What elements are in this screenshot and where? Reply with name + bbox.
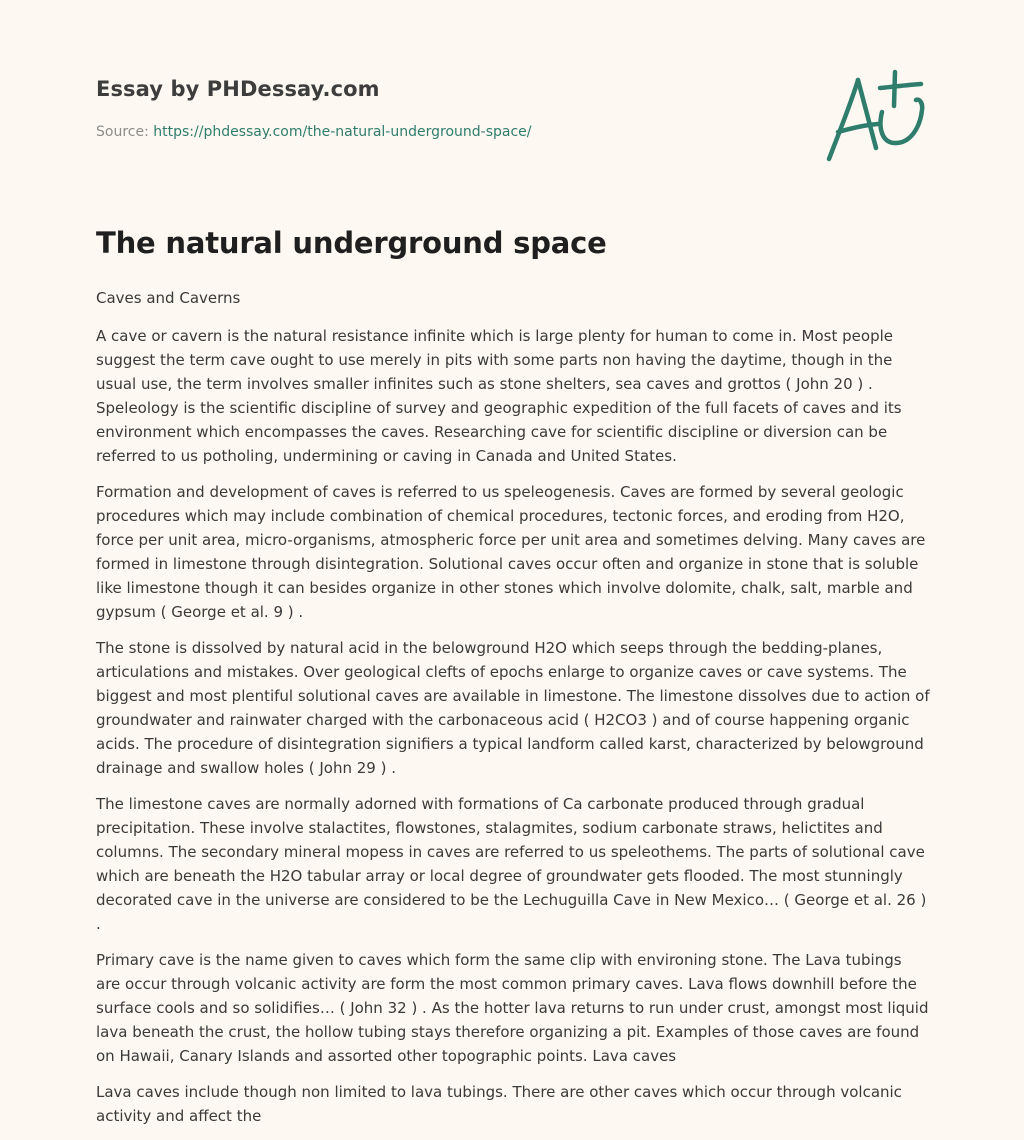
essay-paragraph: A cave or cavern is the natural resistance infinite which is large plenty for human to come in. Most people suggest the term cave ought to use merely in pits with some parts non having the daytime, though in the usual use, the term involves smaller infinites such as stone shelters, sea caves and grottos ( John 20 ) . Speleology is the scientific discipline of survey and geographic expedition of the full facets of caves and its environment which encompasses the caves. Researching cave for scientific discipline or diversion can be referred to us potholing, undermining or caving in Canada and United States.: [96, 327, 902, 465]
essay-paragraph: The limestone caves are normally adorned with formations of Ca carbonate produced through gradual precipitation. These involve stalactites, flowstones, stalagmites, sodium carbonate straws, helictites and columns. The secondary mineral mopess in caves are referred to us speleothems. The parts of solutional cave which are beneath the H2O tabular array or local degree of groundwater gets flooded. The most stunningly decorated cave in the universe are considered to be the Lechuguilla Cave in New Mexico… ( George et al. 26 ) .: [96, 795, 927, 933]
source-label: Source:: [96, 124, 154, 140]
essay-title: The natural underground space: [96, 226, 607, 260]
essay-paragraph: Lava caves include though non limited to lava tubings. There are other caves which occur through volcanic activity and affect the: [96, 1083, 902, 1125]
source-line: [96, 124, 531, 140]
essay-paragraph: Primary cave is the name given to caves which form the same clip with environing stone. The Lava tubings are occur through volcanic activity are form the most common primary caves. Lava flows downhill before the surface cools and so solidifies… ( John 32 ) . As the hotter lava returns to run under crust, amongst most liquid lava beneath the crust, the hollow tubing stays therefore organizing a pit. Examples of those caves are found on Hawaii, Canary Islands and assorted other topographic points. Lava caves: [96, 951, 929, 1065]
essay-paragraph: Formation and development of caves is referred to us speleogenesis. Caves are formed by several geologic procedures which may include combination of chemical procedures, tectonic forces, and eroding from H2O, force per unit area, micro-organisms, atmospheric force per unit area and sometimes delving. Many caves are formed in limestone through disintegration. Solutional caves occur often and organize in stone that is soluble like limestone though it can besides organize in other stones which involve dolomite, chalk, salt, marble and gypsum ( George et al. 9 ) .: [96, 483, 926, 621]
essay-subheading: Caves and Caverns: [96, 289, 241, 307]
site-brand: Essay by PHDessay.com: [96, 77, 380, 101]
a-plus-logo-icon: [822, 68, 928, 164]
source-link[interactable]: https://phdessay.com/the-natural-underground-space/: [153, 124, 532, 140]
essay-paragraph: The stone is dissolved by natural acid in the belowground H2O which seeps through the bedding-planes, articulations and mistakes. Over geological clefts of epochs enlarge to organize caves or cave systems. The biggest and most plentiful solutional caves are available in limestone. The limestone dissolves due to action of groundwater and rainwater charged with the carbonaceous acid ( H2CO3 ) and of course happening organic acids. The procedure of disintegration signifiers a typical landform called karst, characterized by belowground drainage and swallow holes ( John 29 ) .: [96, 639, 930, 777]
essay-body: [96, 286, 930, 1140]
